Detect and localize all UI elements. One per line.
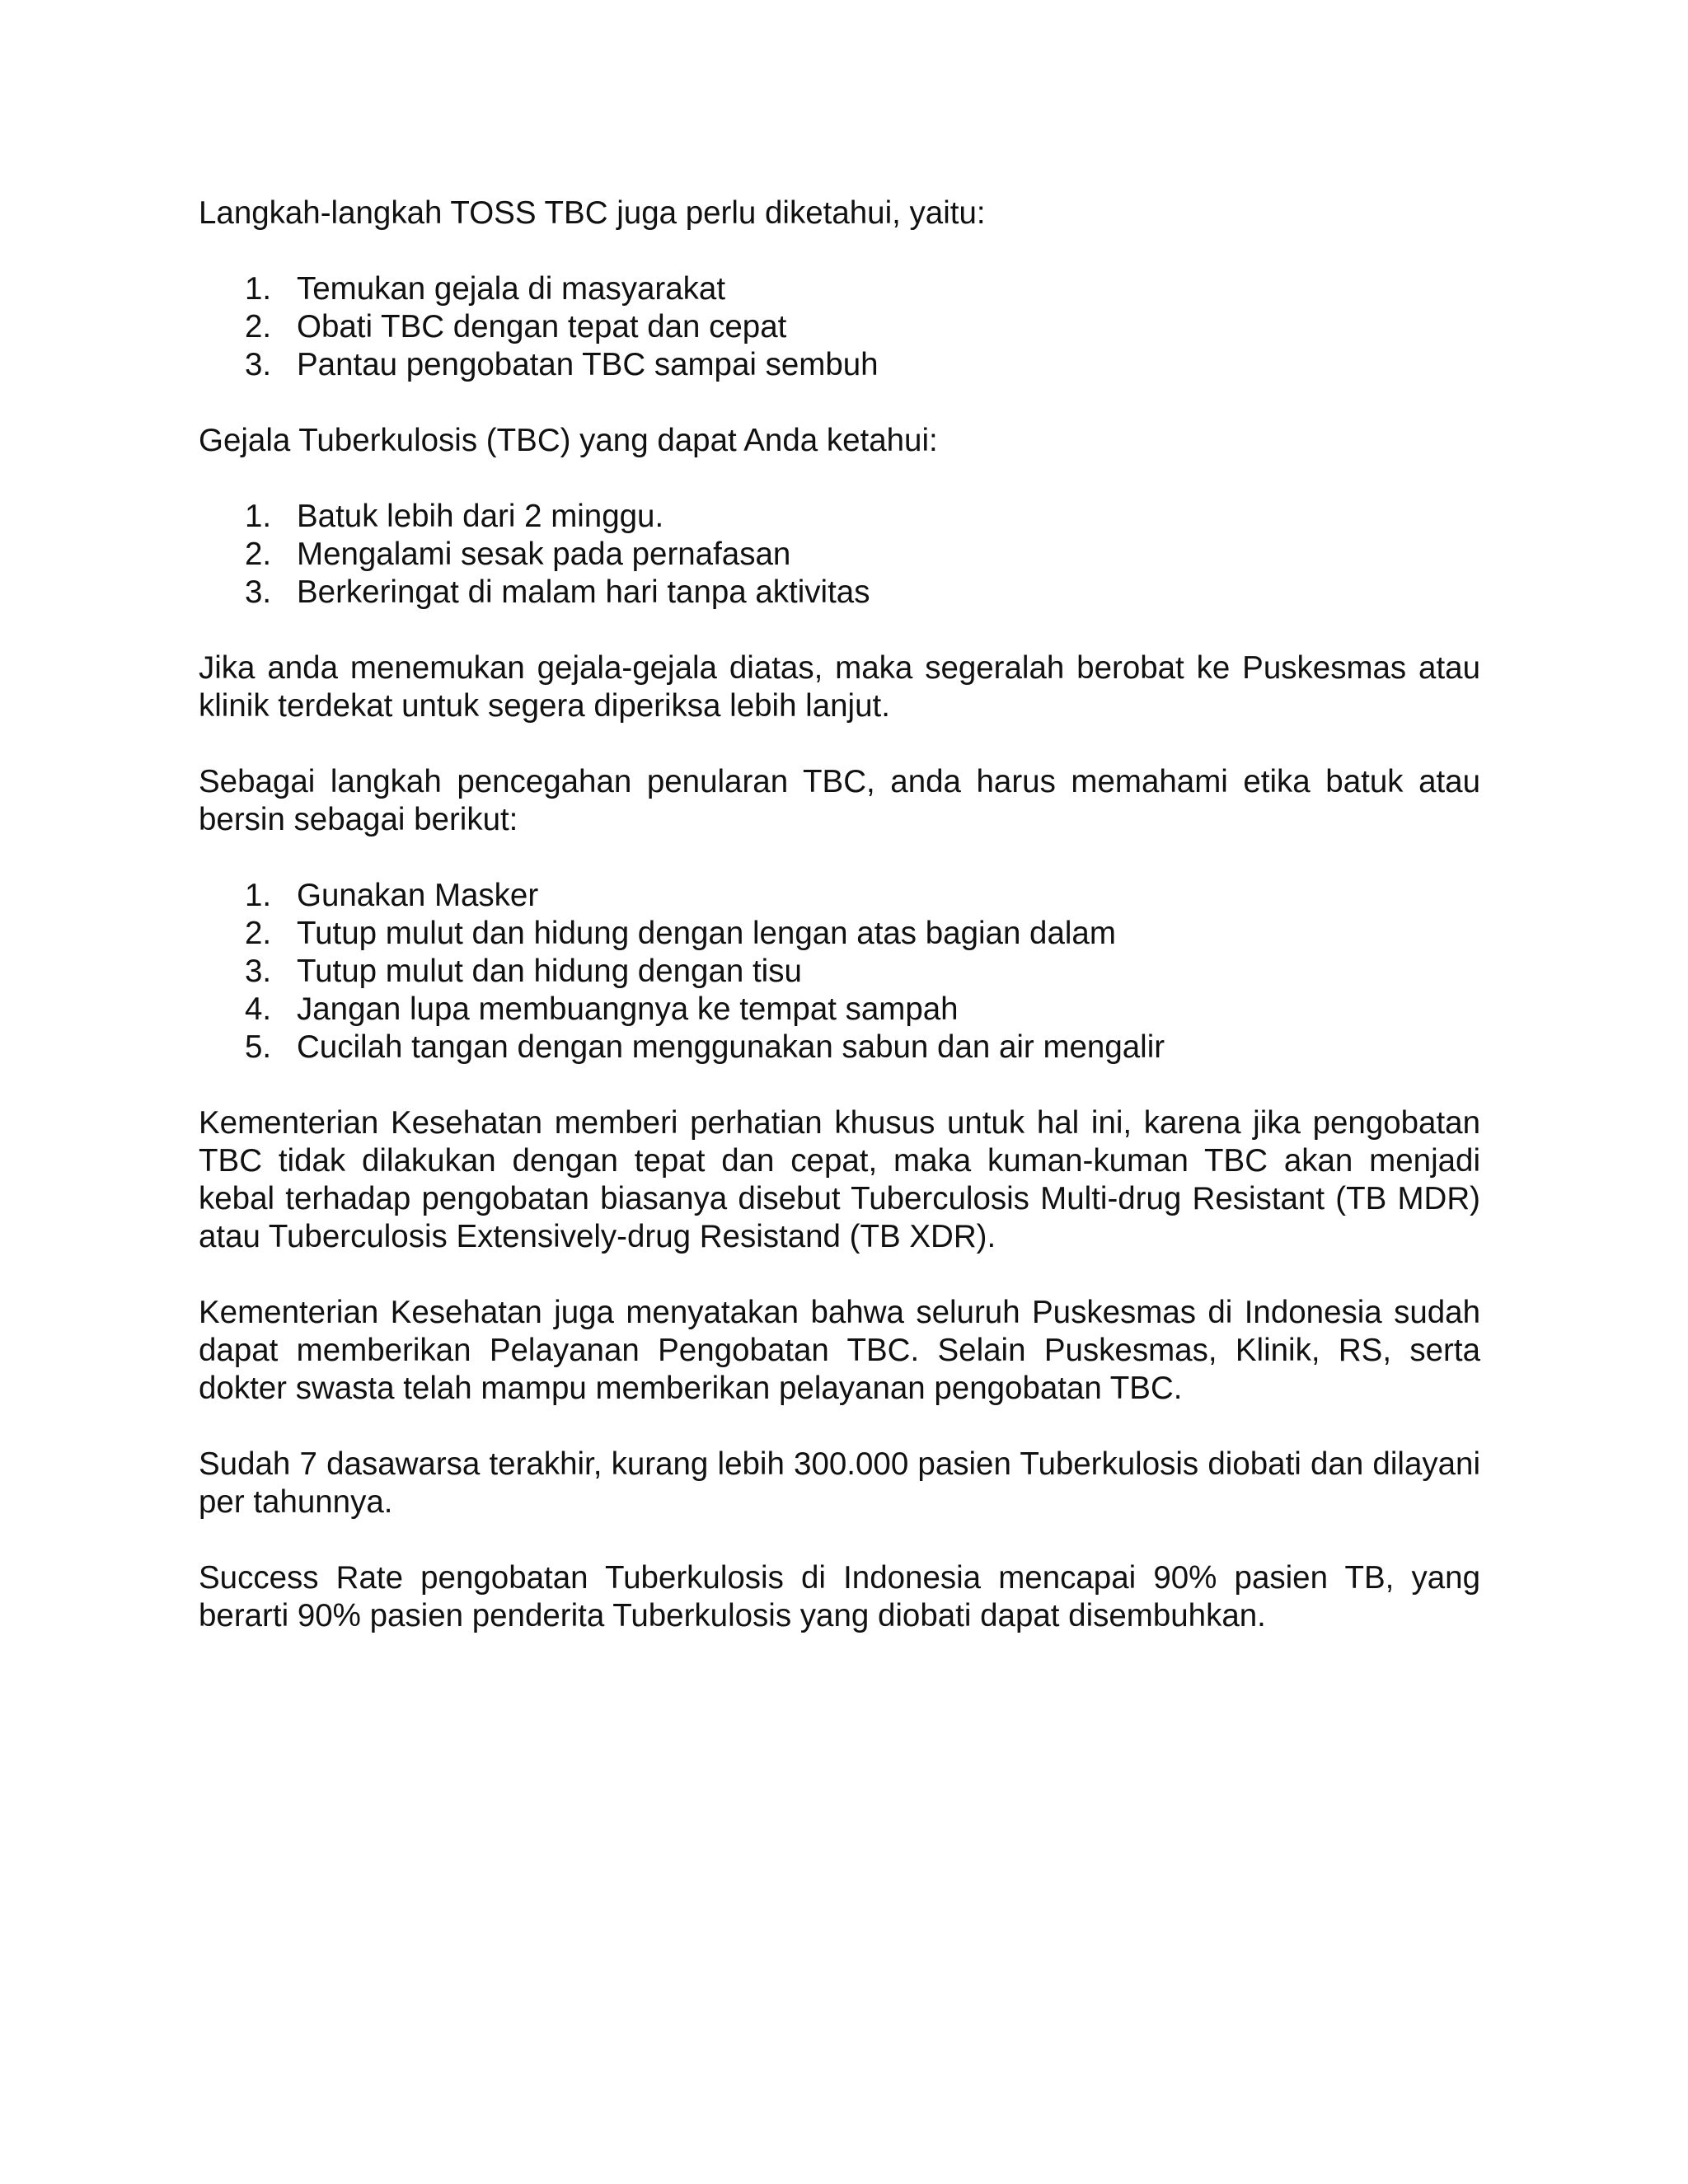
list-number: 1. <box>245 499 272 534</box>
list-item <box>199 1029 1480 1066</box>
list-number: 4. <box>245 991 272 1027</box>
list-text: Tutup mulut dan hidung dengan lengan atas bagian dalam <box>297 916 1116 951</box>
list-item <box>199 915 1480 953</box>
list-number: 2. <box>245 309 272 344</box>
toss-steps-list <box>199 270 1480 384</box>
list-item <box>199 536 1480 574</box>
list-number: 2. <box>245 537 272 572</box>
list-item <box>199 498 1480 536</box>
document-page <box>199 194 1480 1673</box>
list-text: Cucilah tangan dengan menggunakan sabun dan air mengalir <box>297 1029 1165 1065</box>
list-text: Jangan lupa membuangnya ke tempat sampah <box>297 991 959 1027</box>
ministry-attention-paragraph: Kementerian Kesehatan memberi perhatian khusus untuk hal ini, karena jika pengobatan TBC tidak dilakukan dengan tepat dan cepat, maka kuman-kuman TBC akan menjadi kebal terhadap pengobatan biasanya disebut Tuberculosis Multi-drug Resistant (TB MDR) atau Tuberculosis Extensively-drug Resistand (TB XDR). <box>199 1105 1480 1254</box>
list-number: 3. <box>245 347 272 382</box>
list-text: Obati TBC dengan tepat dan cepat <box>297 309 787 344</box>
symptoms-list <box>199 498 1480 612</box>
prevention-intro: Sebagai langkah pencegahan penularan TBC, anda harus memahami etika batuk atau bersin sebagai berikut: <box>199 764 1480 837</box>
advice-paragraph: Jika anda menemukan gejala-gejala diatas, maka segeralah berobat ke Puskesmas atau klinik terdekat untuk segera diperiksa lebih lanjut. <box>199 650 1480 724</box>
success-rate-paragraph: Success Rate pengobatan Tuberkulosis di Indonesia mencapai 90% pasien TB, yang berarti 90% pasien penderita Tuberkulosis yang diobati dapat disembuhkan. <box>199 1560 1480 1633</box>
list-number: 3. <box>245 954 272 989</box>
list-item <box>199 308 1480 346</box>
list-text: Pantau pengobatan TBC sampai sembuh <box>297 347 879 382</box>
symptoms-intro: Gejala Tuberkulosis (TBC) yang dapat Anda ketahui: <box>199 423 938 458</box>
list-text: Batuk lebih dari 2 minggu. <box>297 499 664 534</box>
list-number: 1. <box>245 878 272 913</box>
list-item <box>199 953 1480 991</box>
list-number: 5. <box>245 1029 272 1065</box>
list-item <box>199 991 1480 1029</box>
list-number: 2. <box>245 916 272 951</box>
list-text: Berkeringat di malam hari tanpa aktivitas <box>297 574 870 610</box>
list-text: Mengalami sesak pada pernafasan <box>297 537 791 572</box>
list-item <box>199 270 1480 308</box>
list-text: Gunakan Masker <box>297 878 539 913</box>
ministry-service-paragraph: Kementerian Kesehatan juga menyatakan bahwa seluruh Puskesmas di Indonesia sudah dapat memberikan Pelayanan Pengobatan TBC. Selain Puskesmas, Klinik, RS, serta dokter swasta telah mampu memberikan pelayanan pengobatan TBC. <box>199 1295 1480 1406</box>
list-number: 3. <box>245 574 272 610</box>
list-number: 1. <box>245 271 272 307</box>
toss-intro: Langkah-langkah TOSS TBC juga perlu diketahui, yaitu: <box>199 195 986 231</box>
patients-paragraph: Sudah 7 dasawarsa terakhir, kurang lebih 300.000 pasien Tuberkulosis diobati dan dilayani per tahunnya. <box>199 1446 1480 1520</box>
list-text: Tutup mulut dan hidung dengan tisu <box>297 954 802 989</box>
list-text: Temukan gejala di masyarakat <box>297 271 726 307</box>
list-item <box>199 574 1480 612</box>
list-item <box>199 877 1480 915</box>
cough-etiquette-list <box>199 877 1480 1066</box>
list-item <box>199 346 1480 384</box>
